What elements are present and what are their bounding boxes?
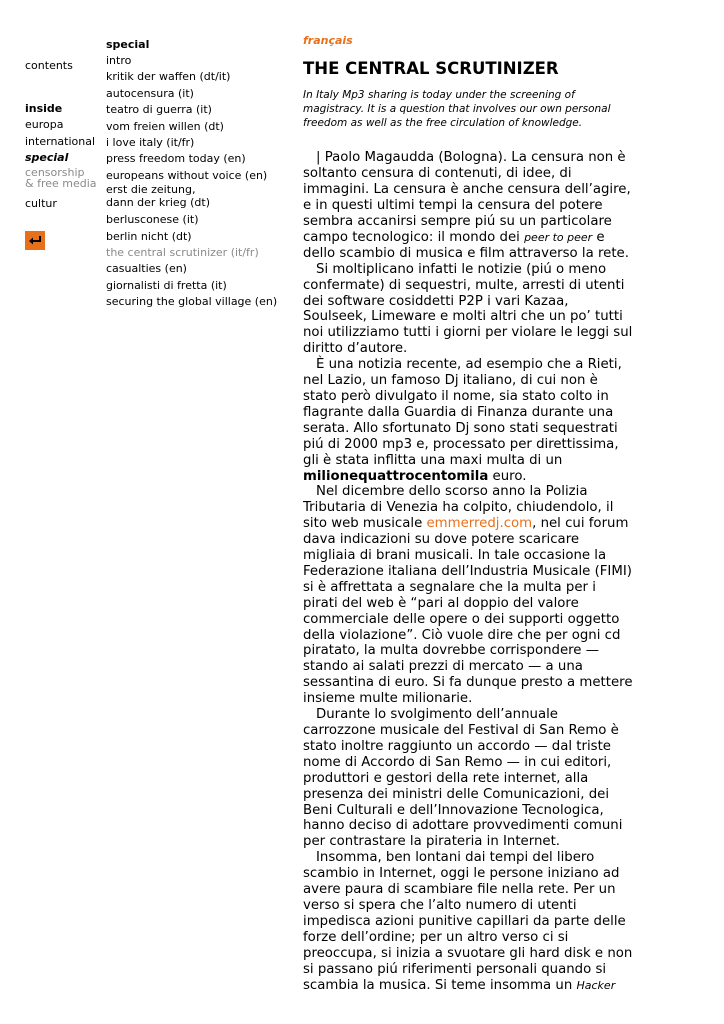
special-menu-item-line2: dann der krieg (dt) (106, 195, 211, 209)
special-menu-item[interactable]: securing the global village (en) (106, 295, 278, 309)
paragraph-italic-term: Hacker (576, 978, 616, 992)
special-submenu (106, 37, 296, 311)
special-menu-item[interactable]: casualties (en) (106, 262, 187, 276)
nav-cultur-link[interactable]: cultur (25, 196, 57, 210)
nav-censorship-link[interactable] (25, 167, 105, 190)
special-menu-item[interactable]: i love italy (it/fr) (106, 136, 195, 150)
special-menu-item[interactable]: intro (106, 54, 132, 67)
paragraph (303, 850, 633, 993)
paragraph-text: , nel cui forum dava indicazioni su dove potere scaricare migliaia di brani musicali. In tale occasione la Federazione italiana dell’Industria Musicale (FIMI) si è affrettata a segnalare che la multa per i pirati del web è “pari al doppio del valore commerciale delle opere o dei supporti oggetto della violazione”. Ciò vuole dire che per ogni cd piratato, la multa dovrebbe corrispondere — stando ai salati prezzi di mercato — a una sessantina di euro. Si fa dunque presto a mettere insieme multe milionarie. (303, 516, 633, 707)
article-abstract: In Italy Mp3 sharing is today under the screening of magistracy. It is a question that involves our own personal freedom as well as the free circulation of knowledge. (303, 89, 611, 129)
nav-censorship-line2: & free media (25, 177, 97, 190)
paragraph-bold-amount: milionequattrocentomila (303, 468, 489, 484)
paragraph-text: Insomma, ben lontani dai tempi del libero scambio in Internet, oggi le persone iniziano ad avere paura di scambiare file nella rete. Per un verso si spera che l’alto numero di utenti impedisca azioni punitive capillari da parte delle forze dell’ordine; per un altro verso ci si preoccupa, si inizia a svuotare gli hard disk e non si passano piú riferimenti personali quando si scambia la musica. Si teme insomma un (303, 850, 633, 993)
nav-contents-link[interactable]: contents (25, 59, 73, 72)
back-button[interactable] (25, 231, 45, 250)
paragraph (303, 357, 633, 484)
nav-inside-link[interactable]: inside (25, 101, 63, 115)
special-menu-heading: special (106, 38, 150, 51)
paragraph-italic-term: peer to peer (524, 230, 593, 244)
nav-europa-link[interactable]: europa (25, 118, 64, 131)
nav-international-link[interactable]: international (25, 134, 96, 148)
article (303, 33, 633, 993)
special-menu-item[interactable]: berlin nicht (dt) (106, 229, 192, 243)
paragraph-text: È una notizia recente, ad esempio che a Rieti, nel Lazio, un famoso Dj italiano, di cui non è stato però divulgato il nome, sia stato colto in flagrante dalla Guardia di Finanza durante una serata. Allo sfortunato Dj sono stati sequestrati piú di 2000 mp3 e, processato per direttissima, gli è stata inflitta una maxi multa di un (303, 357, 622, 468)
emmerredj-link[interactable]: emmerredj.com (426, 516, 533, 532)
return-arrow-icon (28, 235, 42, 247)
special-menu-item[interactable]: berlusconese (it) (106, 213, 199, 227)
special-menu-item[interactable]: kritik der waffen (dt/it) (106, 70, 231, 84)
language-link-french[interactable]: français (303, 34, 353, 47)
special-menu-item[interactable]: giornalisti di fretta (it) (106, 278, 227, 292)
paragraph-text: e dello scambio di musica e film attraverso la rete. (303, 229, 629, 261)
special-menu-item[interactable]: press freedom today (en) (106, 152, 246, 166)
paragraph-text: Nel dicembre dello scorso anno la Polizia Tributaria di Venezia ha colpito, chiudendolo, il sito web musicale (303, 484, 614, 532)
special-menu-item-two-line[interactable] (106, 184, 296, 209)
nav-censorship-line1: censorship (25, 165, 85, 179)
special-menu-item[interactable]: vom freien willen (dt) (106, 119, 224, 133)
paragraph-text: | Paolo Magaudda (Bologna). La censura non è soltanto censura di contenuti, di idee, di immagini. La censura è anche censura dell’agire, e in questi ultimi tempi la censura del potere sembra accanirsi sempre piú su un particolare campo tecnologico: il mondo dei (303, 150, 631, 245)
nav-special-link[interactable]: special (25, 151, 69, 164)
paragraph-text: euro. (488, 468, 527, 484)
paragraph (303, 150, 633, 261)
left-navigation (25, 58, 105, 212)
paragraph (303, 484, 633, 707)
paragraph: Si moltiplicano infatti le notizie (piú o meno confermate) di sequestri, multe, arresti di utenti dei software cosiddetti P2P i vari Kazaa, Soulseek, Limeware e molti altri che un po’ tutti noi utilizziamo tutti i giorni per violare le leggi sul diritto d’autore. (303, 261, 633, 357)
special-menu-item-current[interactable]: the central scrutinizer (it/fr) (106, 246, 259, 260)
special-menu-item[interactable]: europeans without voice (en) (106, 168, 268, 182)
article-body (303, 150, 633, 993)
paragraph: Durante lo svolgimento dell’annuale carrozzone musicale del Festival di San Remo è stato inoltre raggiunto un accordo — dal triste nome di Accordo di San Remo — in cui editori, produttori e gestori della rete internet, alla presenza dei ministri delle Comunicazioni, dei Beni Culturali e dell’Innovazione Tecnologica, hanno deciso di adottare provvedimenti comuni per contrastare la pirateria in Internet. (303, 707, 623, 850)
special-menu-item[interactable]: autocensura (it) (106, 86, 194, 100)
special-menu-item-line1: erst die zeitung, (106, 183, 196, 197)
article-title: THE CENTRAL SCRUTINIZER (303, 59, 559, 78)
special-menu-item[interactable]: teatro di guerra (it) (106, 103, 212, 117)
